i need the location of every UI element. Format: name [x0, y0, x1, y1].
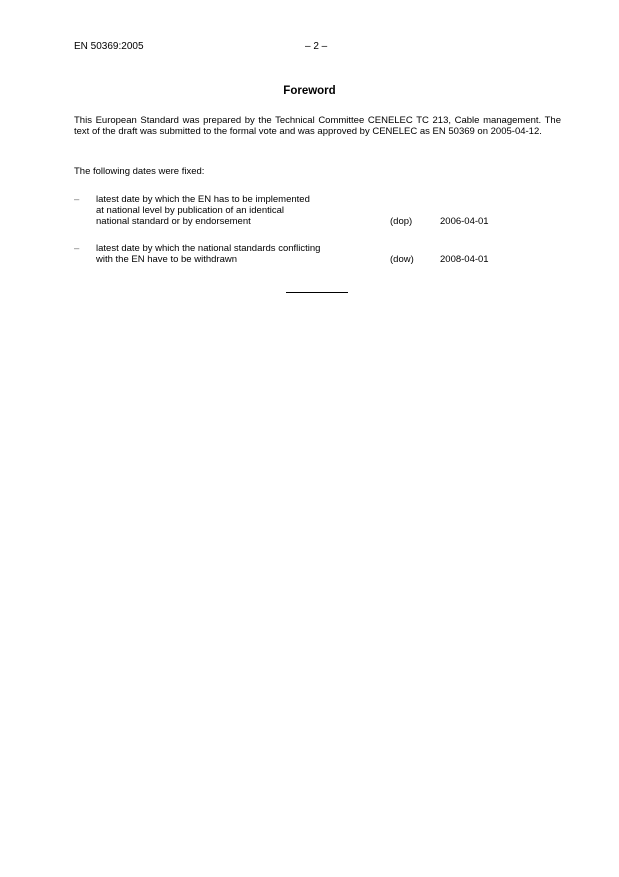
foreword-paragraph: This European Standard was prepared by the Technical Committee CENELEC TC 213, Cable management. The text of the draft was submitted to the formal vote and was approved by CENELEC as EN 50369 on 2005-04-12. [74, 115, 561, 137]
dates-intro: The following dates were fixed: [74, 166, 205, 177]
page-number: – 2 – [305, 41, 328, 52]
list-dash: – [74, 194, 80, 205]
date-value: 2006-04-01 [440, 216, 489, 227]
date-abbreviation: (dop) [390, 216, 413, 227]
list-dash: – [74, 243, 80, 254]
date-value: 2008-04-01 [440, 254, 489, 265]
document-id: EN 50369:2005 [74, 41, 144, 52]
foreword-title: Foreword [283, 85, 336, 97]
date-description: latest date by which the EN has to be implemented at national level by publication of an identical national standard or by endorsement [96, 194, 310, 227]
date-description: latest date by which the national standards conflicting with the EN have to be withdrawn [96, 243, 321, 265]
end-divider [286, 292, 348, 293]
date-abbreviation: (dow) [390, 254, 414, 265]
